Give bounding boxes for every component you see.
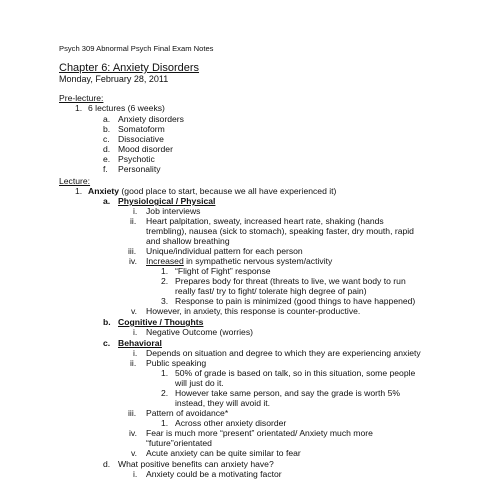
list-item: Unique/individual pattern for each person bbox=[146, 246, 303, 256]
list-marker: b. bbox=[103, 124, 111, 134]
list-marker: iii. bbox=[128, 246, 137, 256]
list-item: Anxiety could be a motivating factor bbox=[146, 469, 282, 479]
list-item: However, in anxiety, this response is counter-productive. bbox=[146, 306, 361, 316]
list-marker: v. bbox=[131, 306, 138, 316]
list-item: Acute anxiety can be quite similar to fear bbox=[146, 448, 301, 458]
anxiety-note: (good place to start, because we all have experienced it) bbox=[119, 186, 337, 196]
list-item-continued: and shallow breathing bbox=[146, 236, 230, 246]
list-item-text: in sympathetic nervous system/activity bbox=[183, 256, 333, 266]
list-marker: i. bbox=[133, 348, 138, 358]
section-title-physiological: Physiological / Physical bbox=[118, 196, 216, 206]
list-marker: i. bbox=[133, 469, 138, 479]
list-item: Heart palpitation, sweaty, increased heart rate, shaking (hands bbox=[146, 216, 384, 226]
section-title-benefits: What positive benefits can anxiety have? bbox=[118, 459, 274, 469]
list-marker: iv. bbox=[129, 256, 137, 266]
list-marker: iv. bbox=[129, 428, 137, 438]
list-marker: i. bbox=[133, 327, 138, 337]
lecture-heading: Lecture: bbox=[59, 176, 91, 186]
prelecture-number: 1. bbox=[75, 103, 83, 113]
list-item: However take same person, and say the grade is worth 5% bbox=[175, 388, 400, 398]
list-marker: 1. bbox=[161, 266, 169, 276]
list-item: Mood disorder bbox=[118, 144, 173, 154]
list-item: Pattern of avoidance* bbox=[146, 408, 229, 418]
list-item: Depends on situation and degree to which they are experiencing anxiety bbox=[146, 348, 421, 358]
list-item: Response to pain is minimized (good things to have happened) bbox=[175, 296, 416, 306]
list-item-continued: trembling), nausea (sick to stomach), speaking faster, dry mouth, rapid bbox=[146, 226, 414, 236]
list-item: Negative Outcome (worries) bbox=[146, 327, 253, 337]
section-marker: a. bbox=[103, 196, 111, 206]
list-marker: 3. bbox=[161, 296, 169, 306]
list-item: 50% of grade is based on talk, so in this situation, some people bbox=[175, 368, 416, 378]
list-marker: c. bbox=[103, 134, 110, 144]
list-item: Personality bbox=[118, 164, 161, 174]
list-item: Psychotic bbox=[118, 154, 155, 164]
list-marker: e. bbox=[103, 154, 111, 164]
list-item-continued: “future”orientated bbox=[146, 438, 212, 448]
list-item-continued: really fast/ try to fight/ tolerate high degree of pain) bbox=[175, 286, 367, 296]
page-title: Chapter 6: Anxiety Disorders bbox=[59, 62, 200, 74]
section-title-cognitive: Cognitive / Thoughts bbox=[118, 317, 204, 327]
list-marker: 2. bbox=[161, 388, 169, 398]
anxiety-line bbox=[88, 186, 336, 196]
list-item: “Flight of Fight” response bbox=[175, 266, 271, 276]
list-item: Prepares body for threat (threats to live, we want body to run bbox=[175, 276, 406, 286]
document-header: Psych 309 Abnormal Psych Final Exam Notes bbox=[59, 44, 214, 53]
list-marker: 1. bbox=[161, 368, 169, 378]
list-marker: d. bbox=[103, 144, 111, 154]
list-item: Job interviews bbox=[146, 206, 201, 216]
prelecture-heading: Pre-lecture: bbox=[59, 93, 104, 103]
list-marker: ii. bbox=[130, 216, 137, 226]
list-marker: 1. bbox=[161, 418, 169, 428]
page-date: Monday, February 28, 2011 bbox=[59, 74, 169, 84]
anxiety-term: Anxiety bbox=[88, 186, 120, 196]
list-marker: iii. bbox=[128, 408, 137, 418]
list-marker: i. bbox=[133, 206, 138, 216]
section-marker: c. bbox=[103, 338, 111, 348]
list-marker: f. bbox=[103, 164, 108, 174]
list-item: Across other anxiety disorder bbox=[175, 418, 287, 428]
list-marker: ii. bbox=[130, 358, 137, 368]
list-item-continued: will just do it. bbox=[175, 378, 224, 388]
list-item: Fear is much more “present” orientated/ Anxiety much more bbox=[146, 428, 373, 438]
list-item: Public speaking bbox=[146, 358, 207, 368]
increased-term: Increased bbox=[146, 256, 184, 266]
list-marker: 1. bbox=[75, 186, 83, 196]
list-item-continued: instead, they will avoid it. bbox=[175, 398, 271, 408]
section-marker: d. bbox=[103, 459, 111, 469]
list-item: Somatoform bbox=[118, 124, 165, 134]
list-item bbox=[146, 256, 332, 266]
prelecture-item: 6 lectures (6 weeks) bbox=[88, 103, 165, 113]
list-item: Dissociative bbox=[118, 134, 164, 144]
section-title-behavioral: Behavioral bbox=[118, 338, 162, 348]
list-marker: v. bbox=[131, 448, 138, 458]
list-item: Anxiety disorders bbox=[118, 114, 184, 124]
section-marker: b. bbox=[103, 317, 111, 327]
list-marker: a. bbox=[103, 114, 111, 124]
list-marker: 2. bbox=[161, 276, 169, 286]
